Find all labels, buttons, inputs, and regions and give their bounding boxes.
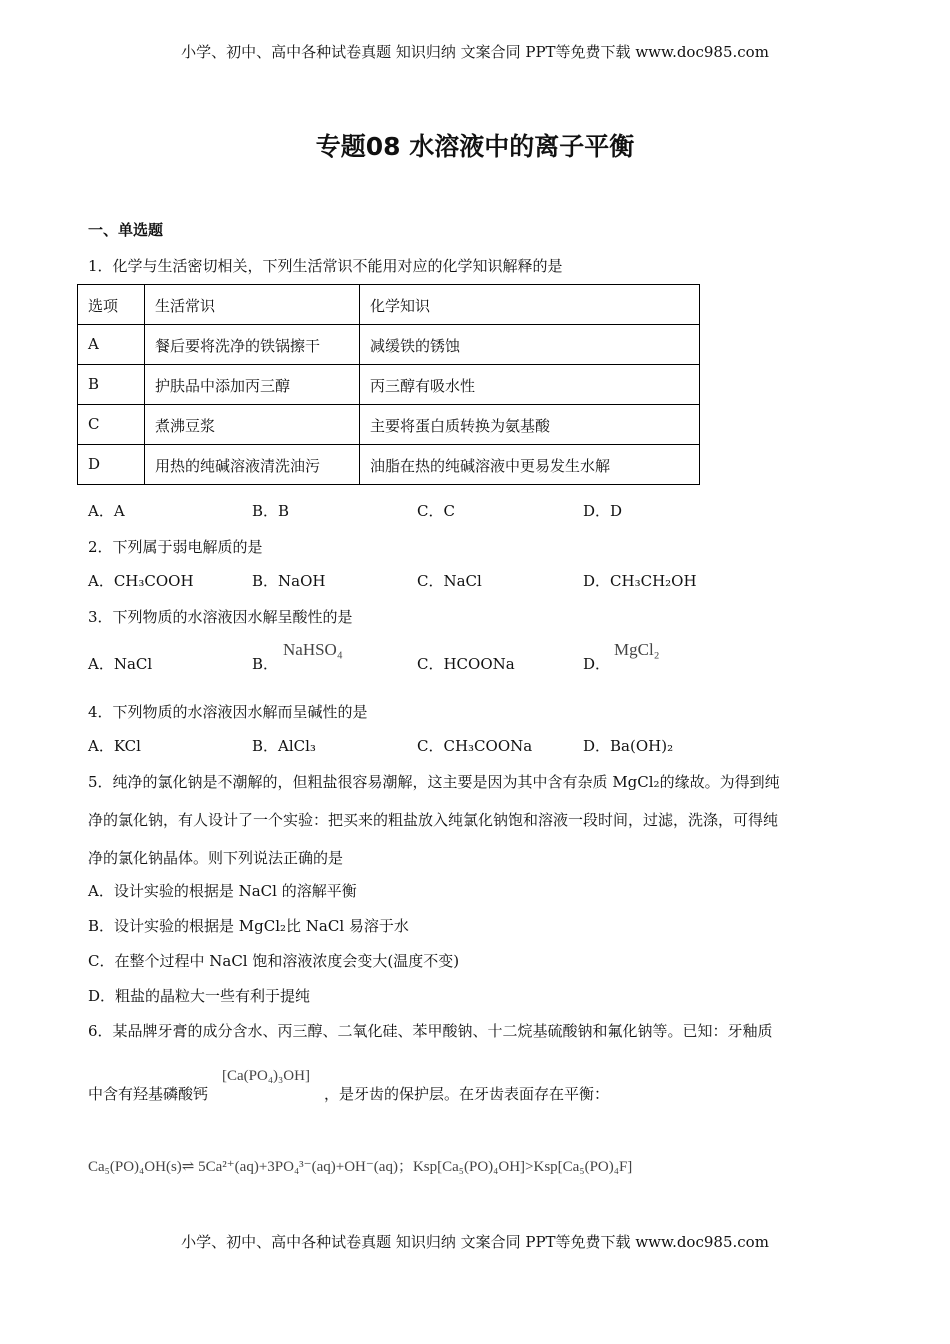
table-row xyxy=(78,325,700,365)
question-1-option-c: C．C xyxy=(417,502,455,520)
table-row xyxy=(78,445,700,485)
question-5-stem-line-2: 净的氯化钠，有人设计了一个实验：把买来的粗盐放入纯氯化钠饱和溶液一段时间，过滤，洗涤，可得纯 xyxy=(88,811,779,829)
question-2-option-a: A．CH₃COOH xyxy=(88,572,194,590)
question-1-option-b: B．B xyxy=(252,502,290,520)
table-header-cell: 生活常识 xyxy=(145,285,360,325)
question-5-stem-line-3: 净的氯化钠晶体。则下列说法正确的是 xyxy=(88,849,344,867)
table-header-row xyxy=(78,285,700,325)
section-heading: 一、单选题 xyxy=(88,221,164,239)
table-cell: A xyxy=(78,325,145,365)
table-cell: 油脂在热的纯碱溶液中更易发生水解 xyxy=(360,445,700,485)
table-cell: 用热的纯碱溶液清洗油污 xyxy=(145,445,360,485)
question-2-option-c: C．NaCl xyxy=(417,572,482,590)
question-5-option-b: B．设计实验的根据是 MgCl₂比 NaCl 易溶于水 xyxy=(88,917,409,935)
question-3-option-b: B． xyxy=(252,655,279,673)
question-6-stem-line-1: 6．某品牌牙膏的成分含水、丙三醇、二氧化硅、苯甲酸钠、十二烷基硫酸钠和氟化钠等。已知：牙釉质 xyxy=(88,1022,773,1040)
table-cell: 丙三醇有吸水性 xyxy=(360,365,700,405)
table-header-cell: 化学知识 xyxy=(360,285,700,325)
table-cell: 护肤品中添加丙三醇 xyxy=(145,365,360,405)
question-3-option-d: D． xyxy=(583,655,611,673)
question-3-formula-d: MgCl₂ xyxy=(614,640,660,659)
table-row xyxy=(78,365,700,405)
question-2-option-b: B．NaOH xyxy=(252,572,326,590)
question-4-option-d: D．Ba(OH)₂ xyxy=(583,737,674,755)
table-cell: 餐后要将洗净的铁锅擦干 xyxy=(145,325,360,365)
question-5-option-a: A．设计实验的根据是 NaCl 的溶解平衡 xyxy=(88,882,357,900)
question-2-stem: 2．下列属于弱电解质的是 xyxy=(88,538,263,556)
question-4-option-b: B．AlCl₃ xyxy=(252,737,316,755)
table-cell: 煮沸豆浆 xyxy=(145,405,360,445)
table-cell: C xyxy=(78,405,145,445)
table-cell: B xyxy=(78,365,145,405)
question-2-option-d: D．CH₃CH₂OH xyxy=(583,572,697,590)
table-cell: D xyxy=(78,445,145,485)
table-cell: 主要将蛋白质转换为氨基酸 xyxy=(360,405,700,445)
question-1-option-d: D．D xyxy=(583,502,623,520)
question-4-option-a: A．KCl xyxy=(88,737,141,755)
question-3-option-a: A．NaCl xyxy=(88,655,153,673)
question-6-stem-line-2b: ，是牙齿的保护层。在牙齿表面存在平衡： xyxy=(324,1085,610,1103)
question-4-stem: 4．下列物质的水溶液因水解而呈碱性的是 xyxy=(88,703,368,721)
page-footer: 小学、初中、高中各种试卷真题 知识归纳 文案合同 PPT等免费下载 www.doc985.com xyxy=(181,1233,769,1251)
question-6-stem-line-2a: 中含有羟基磷酸钙 xyxy=(88,1085,209,1103)
question-5-stem-line-1: 5．纯净的氯化钠是不潮解的，但粗盐很容易潮解，这主要是因为其中含有杂质 MgCl₂的缘故。为得到纯 xyxy=(88,773,780,791)
question-5-option-d: D．粗盐的晶粒大一些有利于提纯 xyxy=(88,987,311,1005)
question-4-option-c: C．CH₃COONa xyxy=(417,737,533,755)
question-6-hap-formula: [Ca(PO₄)₃OH] xyxy=(222,1068,310,1084)
question-3-option-c: C．HCOONa xyxy=(417,655,515,673)
question-3-formula-b: NaHSO₄ xyxy=(283,640,343,659)
page-title: 专题08 水溶液中的离子平衡 xyxy=(315,132,635,161)
table-cell: 减缓铁的锈蚀 xyxy=(360,325,700,365)
question-1-option-a: A．A xyxy=(88,502,125,520)
page-header: 小学、初中、高中各种试卷真题 知识归纳 文案合同 PPT等免费下载 www.doc985.com xyxy=(181,43,769,61)
table-header-cell: 选项 xyxy=(78,285,145,325)
question-6-equilibrium: Ca₅(PO)₄OH(s)⇌ 5Ca²⁺(aq)+3PO₄³⁻(aq)+OH⁻(aq)；Ksp[Ca₅(PO)₄OH]>Ksp[Ca₅(PO)₄F] xyxy=(88,1159,633,1175)
question-3-stem: 3．下列物质的水溶液因水解呈酸性的是 xyxy=(88,608,353,626)
table-row xyxy=(78,405,700,445)
question-5-option-c: C．在整个过程中 NaCl 饱和溶液浓度会变大(温度不变) xyxy=(88,952,460,970)
question-1-table xyxy=(77,284,700,485)
question-1-stem: 1．化学与生活密切相关，下列生活常识不能用对应的化学知识解释的是 xyxy=(88,257,563,275)
